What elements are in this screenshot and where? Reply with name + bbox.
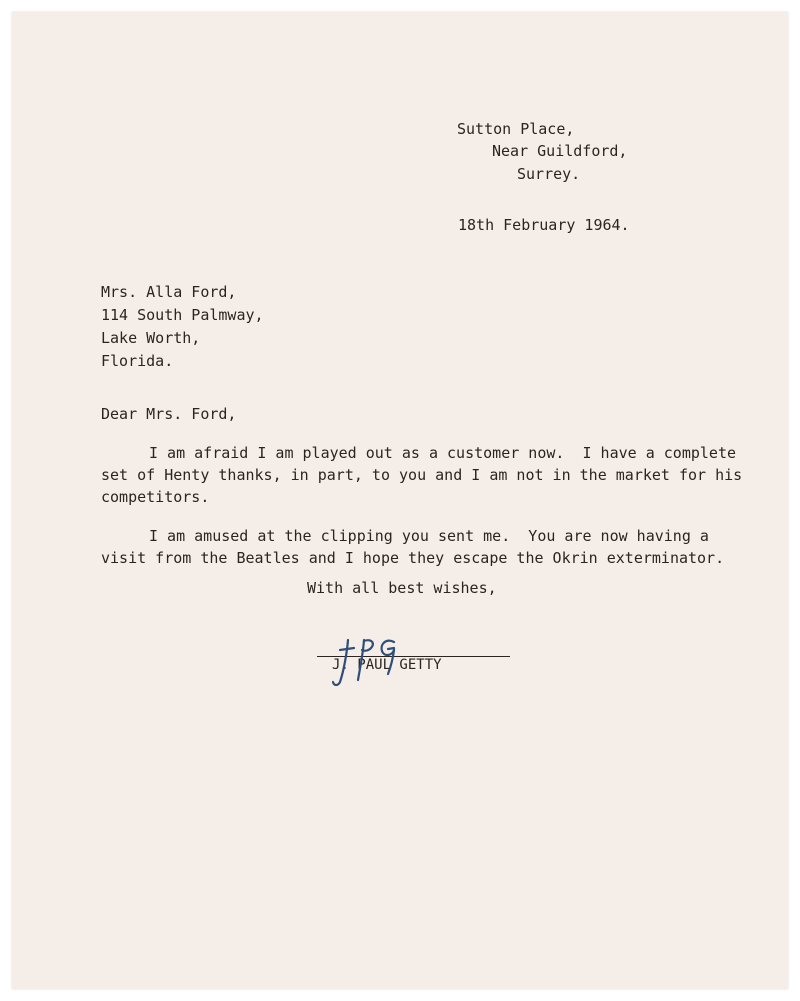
paragraph-1-line-3: competitors. — [101, 488, 210, 506]
handwritten-signature — [320, 630, 410, 690]
salutation: Dear Mrs. Ford, — [101, 405, 237, 423]
letter-sheet — [12, 12, 788, 989]
sender-address-line-3: Surrey. — [517, 165, 581, 183]
letter-date: 18th February 1964. — [458, 216, 630, 234]
recipient-line-3: Lake Worth, — [101, 329, 201, 347]
recipient-line-4: Florida. — [101, 352, 174, 370]
paragraph-2-line-1: I am amused at the clipping you sent me. You are now having a — [149, 527, 709, 545]
recipient-line-1: Mrs. Alla Ford, — [101, 283, 237, 301]
typed-signatory-name: J. PAUL GETTY — [332, 657, 442, 673]
sender-address-line-2: Near Guildford, — [492, 142, 628, 160]
recipient-line-2: 114 South Palmway, — [101, 306, 264, 324]
paragraph-1-line-1: I am afraid I am played out as a customer now. I have a complete — [149, 444, 736, 462]
closing: With all best wishes, — [307, 579, 497, 597]
paragraph-1-line-2: set of Henty thanks, in part, to you and I am not in the market for his — [101, 466, 743, 484]
sender-address-line-1: Sutton Place, — [457, 120, 575, 138]
paragraph-2-line-2: visit from the Beatles and I hope they escape the Okrin exterminator. — [101, 549, 725, 567]
